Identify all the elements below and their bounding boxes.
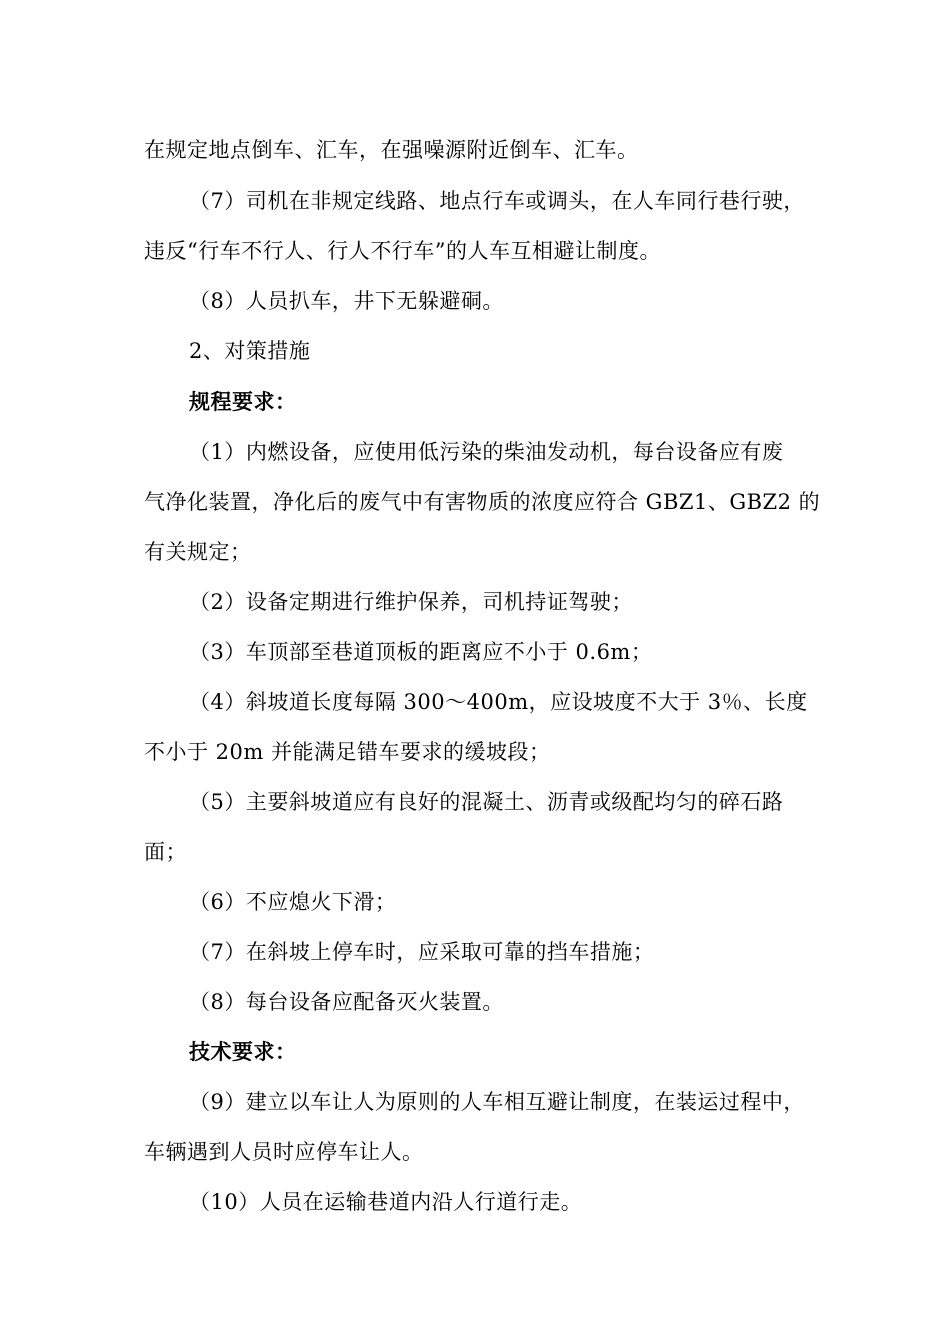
paragraph-line: （3）车顶部至巷道顶板的距离应不小于 0.6m； [189, 640, 653, 664]
paragraph-line: 气净化装置，净化后的废气中有害物质的浓度应符合 GBZ1、GBZ2 的 [144, 490, 821, 514]
paragraph-line: 有关规定； [144, 540, 252, 564]
paragraph-line: （2）设备定期进行维护保养，司机持证驾驶； [189, 590, 633, 614]
paragraph-line: （4）斜坡道长度每隔 300～400m，应设坡度不大于 3％、长度 [189, 690, 808, 714]
paragraph-line: （1）内燃设备，应使用低污染的柴油发动机，每台设备应有废 [189, 440, 784, 464]
paragraph-line: 在规定地点倒车、汇车，在强噪源附近倒车、汇车。 [144, 138, 639, 162]
paragraph-line: （8）人员扒车，井下无躲避硐。 [189, 289, 504, 313]
paragraph-line: 车辆遇到人员时应停车让人。 [144, 1140, 424, 1164]
paragraph-line: （9）建立以车让人为原则的人车相互避让制度，在装运过程中， [189, 1090, 805, 1114]
paragraph-line: （5）主要斜坡道应有良好的混凝土、沥青或级配均匀的碎石路 [189, 790, 784, 814]
paragraph-line: 不小于 20m 并能满足错车要求的缓坡段； [144, 740, 551, 764]
section-heading: 2、对策措施 [189, 339, 311, 363]
subsection-heading-technical: 技术要求： [189, 1039, 297, 1064]
subsection-heading-regulations: 规程要求： [189, 389, 297, 414]
paragraph-line: （8）每台设备应配备灭火装置。 [189, 990, 504, 1014]
paragraph-line: （7）司机在非规定线路、地点行车或调头，在人车同行巷行驶， [189, 189, 805, 213]
paragraph-line: （7）在斜坡上停车时，应采取可靠的挡车措施； [189, 940, 655, 964]
paragraph-line: （6）不应熄火下滑； [189, 890, 397, 914]
paragraph-line: 面； [144, 840, 187, 864]
paragraph-line: （10）人员在运输巷道内沿人行道行走。 [189, 1190, 583, 1214]
paragraph-line: 违反“行车不行人、行人不行车”的人车互相避让制度。 [144, 239, 661, 263]
